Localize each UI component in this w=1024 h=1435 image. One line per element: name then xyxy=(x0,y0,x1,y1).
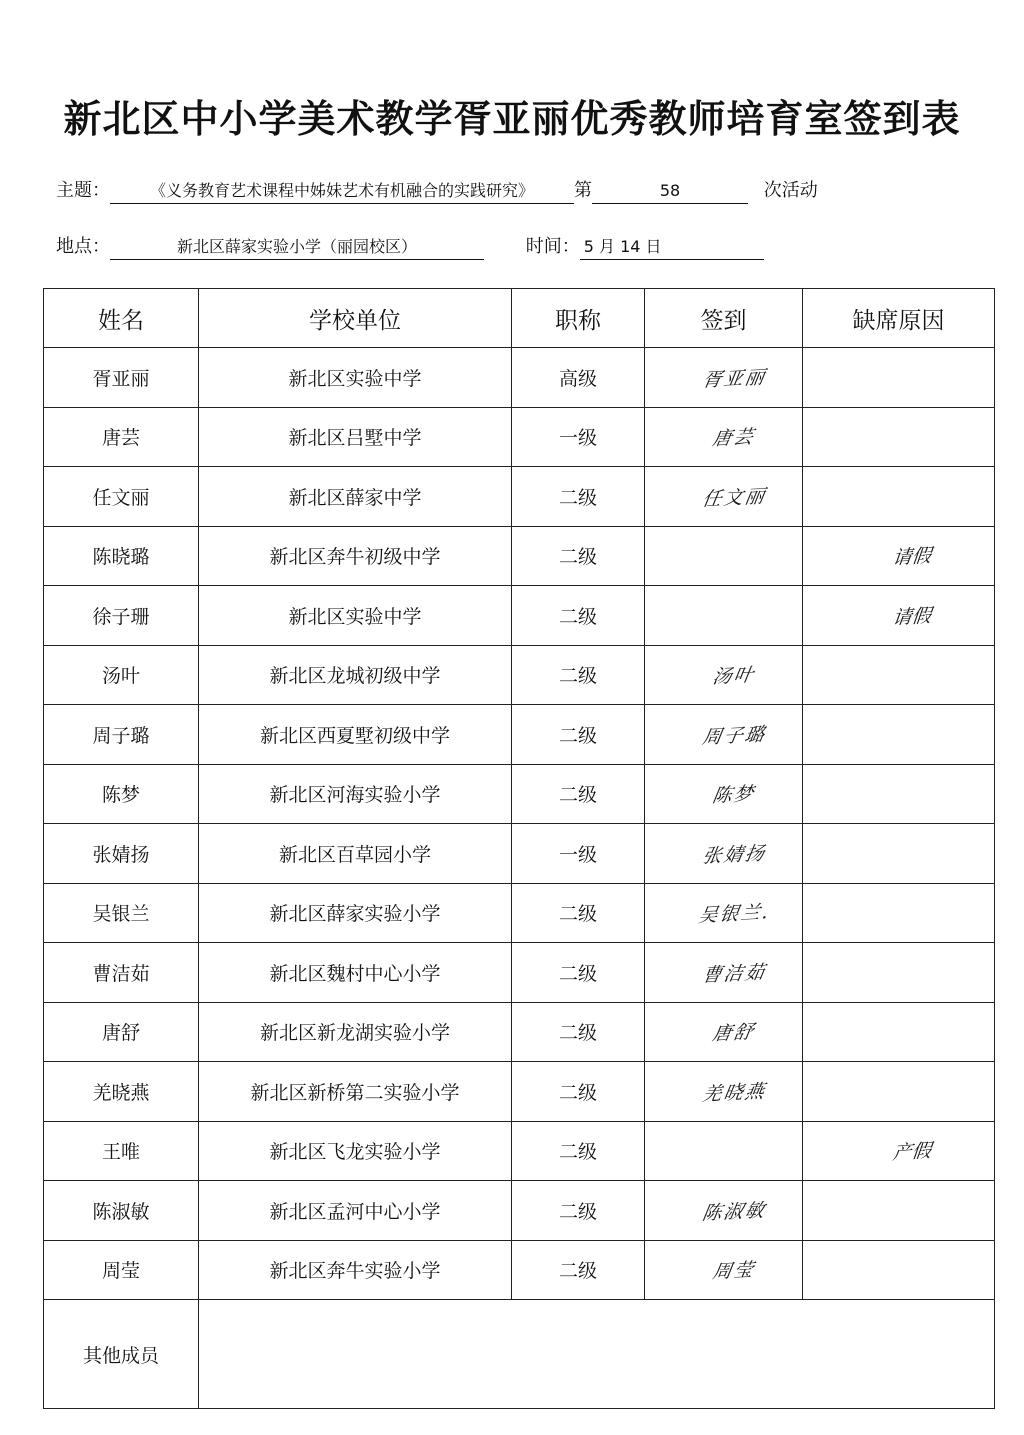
handwritten-signature: 周莹 xyxy=(711,1259,758,1284)
school-cell: 新北区百草园小学 xyxy=(199,824,512,884)
signature-cell xyxy=(645,348,803,408)
title-cell: 二级 xyxy=(512,883,645,943)
absence-cell xyxy=(803,943,995,1003)
title-cell: 二级 xyxy=(512,586,645,646)
absence-cell xyxy=(803,1181,995,1241)
absence-cell xyxy=(803,705,995,765)
table-row xyxy=(44,467,995,527)
table-row xyxy=(44,764,995,824)
signature-cell xyxy=(645,1240,803,1300)
other-members-row xyxy=(44,1300,995,1409)
time-label: 时间： xyxy=(525,236,580,257)
absence-cell xyxy=(803,348,995,408)
title-cell: 一级 xyxy=(512,824,645,884)
title-cell: 二级 xyxy=(512,526,645,586)
table-row xyxy=(44,883,995,943)
name-cell: 周子璐 xyxy=(44,705,199,765)
title-cell: 高级 xyxy=(512,348,645,408)
absence-cell xyxy=(803,407,995,467)
session-suffix: 次活动 xyxy=(763,180,818,201)
handwritten-signature: 汤叶 xyxy=(711,664,758,689)
school-cell: 新北区薛家实验小学 xyxy=(199,883,512,943)
handwritten-signature: 陈梦 xyxy=(711,783,758,808)
school-cell: 新北区新龙湖实验小学 xyxy=(199,1002,512,1062)
school-cell: 新北区奔牛实验小学 xyxy=(199,1240,512,1300)
handwritten-signature: 吴银兰. xyxy=(696,901,772,928)
name-cell: 唐芸 xyxy=(44,407,199,467)
school-cell: 新北区飞龙实验小学 xyxy=(199,1121,512,1181)
name-cell: 徐子珊 xyxy=(44,586,199,646)
name-cell: 胥亚丽 xyxy=(44,348,199,408)
handwritten-signature: 唐舒 xyxy=(711,1021,758,1046)
handwritten-signature: 唐芸 xyxy=(711,426,758,451)
absence-cell xyxy=(803,764,995,824)
signature-cell xyxy=(645,883,803,943)
absence-cell xyxy=(803,1240,995,1300)
school-cell: 新北区魏村中心小学 xyxy=(199,943,512,1003)
school-cell: 新北区薛家中学 xyxy=(199,467,512,527)
school-cell: 新北区河海实验小学 xyxy=(199,764,512,824)
table-row xyxy=(44,407,995,467)
absence-cell xyxy=(803,586,995,646)
absence-cell xyxy=(803,526,995,586)
name-cell: 羌晓燕 xyxy=(44,1062,199,1122)
topic-value: 《义务教育艺术课程中姊妹艺术有机融合的实践研究》 xyxy=(110,179,574,204)
name-cell: 陈淑敏 xyxy=(44,1181,199,1241)
school-cell: 新北区龙城初级中学 xyxy=(199,645,512,705)
table-row xyxy=(44,348,995,408)
name-cell: 吴银兰 xyxy=(44,883,199,943)
signature-cell xyxy=(645,943,803,1003)
table-row xyxy=(44,705,995,765)
handwritten-signature: 胥亚丽 xyxy=(700,366,768,392)
title-cell: 二级 xyxy=(512,1002,645,1062)
title-cell: 二级 xyxy=(512,764,645,824)
name-cell: 曹洁茹 xyxy=(44,943,199,1003)
name-cell: 周莹 xyxy=(44,1240,199,1300)
header-row xyxy=(44,289,995,348)
handwritten-absence-reason: 产假 xyxy=(891,1139,933,1165)
handwritten-absence-reason: 请假 xyxy=(891,604,933,630)
school-cell: 新北区吕墅中学 xyxy=(199,407,512,467)
title-cell: 二级 xyxy=(512,1062,645,1122)
signature-cell xyxy=(645,1002,803,1062)
school-cell: 新北区实验中学 xyxy=(199,586,512,646)
topic-line xyxy=(56,179,818,204)
signature-cell xyxy=(645,824,803,884)
table-row xyxy=(44,943,995,1003)
handwritten-absence-reason: 请假 xyxy=(891,544,933,570)
header-name: 姓名 xyxy=(44,289,199,348)
absence-cell xyxy=(803,645,995,705)
signature-cell xyxy=(645,586,803,646)
name-cell: 汤叶 xyxy=(44,645,199,705)
title-cell: 二级 xyxy=(512,705,645,765)
signature-cell xyxy=(645,467,803,527)
header-signature: 签到 xyxy=(645,289,803,348)
handwritten-signature: 周子璐 xyxy=(700,723,768,749)
table-row xyxy=(44,1181,995,1241)
name-cell: 唐舒 xyxy=(44,1002,199,1062)
sign-in-table xyxy=(43,288,995,1409)
location-label: 地点： xyxy=(56,236,110,257)
school-cell: 新北区西夏墅初级中学 xyxy=(199,705,512,765)
handwritten-signature: 任文丽 xyxy=(700,485,768,511)
title-cell: 二级 xyxy=(512,1121,645,1181)
name-cell: 张婧扬 xyxy=(44,824,199,884)
handwritten-signature: 张婧扬 xyxy=(700,842,768,868)
table-row xyxy=(44,526,995,586)
name-cell: 王唯 xyxy=(44,1121,199,1181)
signature-cell xyxy=(645,705,803,765)
absence-cell xyxy=(803,824,995,884)
header-absence: 缺席原因 xyxy=(803,289,995,348)
title-cell: 二级 xyxy=(512,467,645,527)
table-row xyxy=(44,1121,995,1181)
signature-cell xyxy=(645,1181,803,1241)
header-school: 学校单位 xyxy=(199,289,512,348)
title-cell: 二级 xyxy=(512,1181,645,1241)
absence-cell xyxy=(803,1002,995,1062)
table-row xyxy=(44,586,995,646)
table-row xyxy=(44,824,995,884)
signature-cell xyxy=(645,1062,803,1122)
title-cell: 二级 xyxy=(512,1240,645,1300)
header-title: 职称 xyxy=(512,289,645,348)
table-row xyxy=(44,1002,995,1062)
absence-cell xyxy=(803,1062,995,1122)
absence-cell xyxy=(803,1121,995,1181)
school-cell: 新北区新桥第二实验小学 xyxy=(199,1062,512,1122)
name-cell: 陈梦 xyxy=(44,764,199,824)
signature-cell xyxy=(645,407,803,467)
title-cell: 一级 xyxy=(512,407,645,467)
name-cell: 陈晓璐 xyxy=(44,526,199,586)
handwritten-signature: 羌晓燕 xyxy=(700,1080,768,1106)
absence-cell xyxy=(803,883,995,943)
location-line xyxy=(56,235,764,260)
school-cell: 新北区奔牛初级中学 xyxy=(199,526,512,586)
topic-label: 主题： xyxy=(56,180,110,201)
absence-cell xyxy=(803,467,995,527)
handwritten-signature: 曹洁茹 xyxy=(700,961,768,987)
school-cell: 新北区孟河中心小学 xyxy=(199,1181,512,1241)
name-cell: 任文丽 xyxy=(44,467,199,527)
other-members-label: 其他成员 xyxy=(44,1300,199,1409)
signature-cell xyxy=(645,1121,803,1181)
table-row xyxy=(44,1240,995,1300)
signature-cell xyxy=(645,526,803,586)
table-row xyxy=(44,1062,995,1122)
other-members-cell xyxy=(199,1300,995,1409)
title-cell: 二级 xyxy=(512,645,645,705)
school-cell: 新北区实验中学 xyxy=(199,348,512,408)
time-value: 5 月 14 日 xyxy=(580,235,764,260)
title-cell: 二级 xyxy=(512,943,645,1003)
signature-cell xyxy=(645,764,803,824)
session-number: 58 xyxy=(592,179,748,204)
page-title: 新北区中小学美术教学胥亚丽优秀教师培育室签到表 xyxy=(63,97,961,141)
table-row xyxy=(44,645,995,705)
signature-cell xyxy=(645,645,803,705)
location-value: 新北区薛家实验小学（丽园校区） xyxy=(110,235,484,260)
handwritten-signature: 陈淑敏 xyxy=(700,1199,768,1225)
session-prefix: 第 xyxy=(574,180,592,201)
